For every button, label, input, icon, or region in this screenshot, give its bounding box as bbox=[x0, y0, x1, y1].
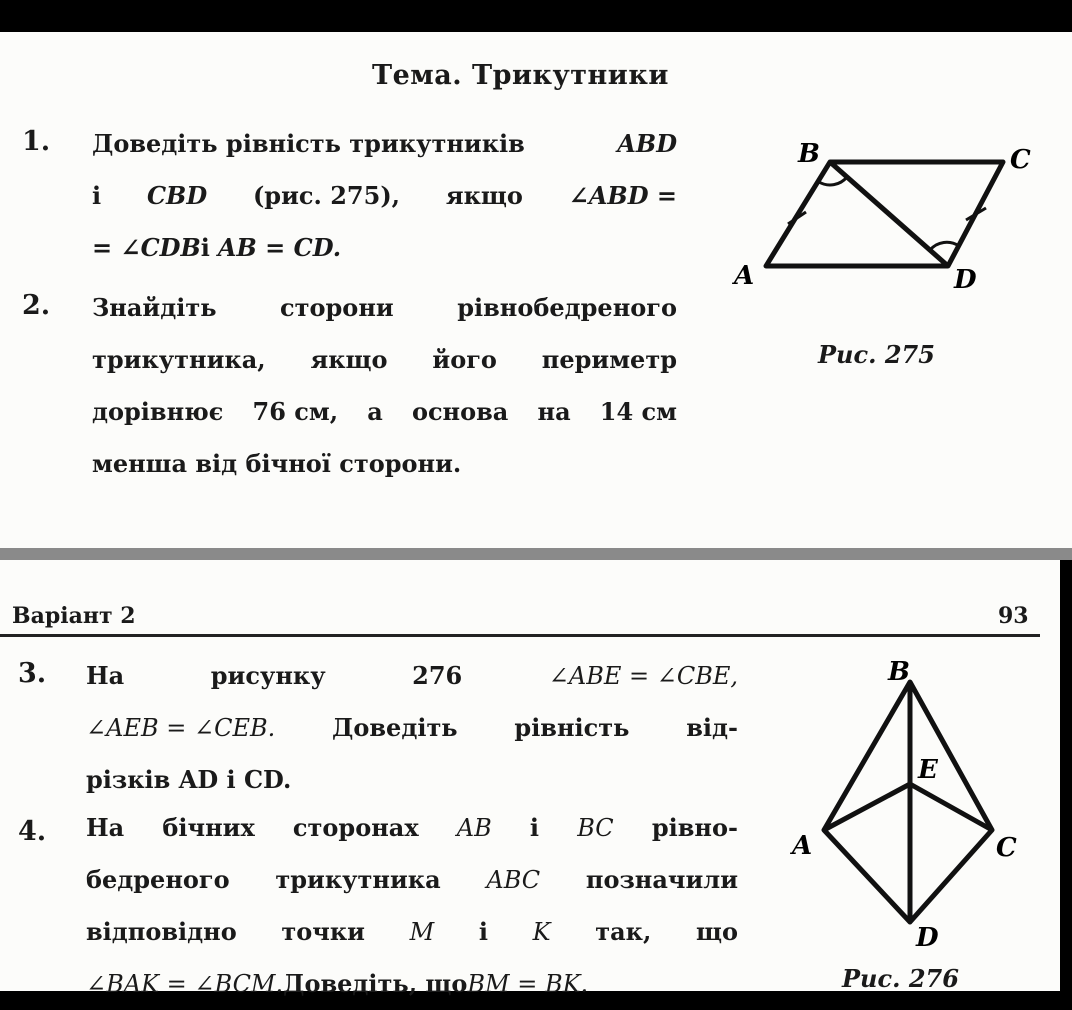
task3-l1-w3: ∠ABE = ∠CBE, bbox=[548, 662, 738, 690]
task4-l2-w1: трикутника bbox=[275, 865, 441, 894]
task1-l1-w0: Доведіть рівність трикутників bbox=[92, 129, 525, 158]
angle-abd-arc bbox=[819, 177, 847, 185]
label-e-276: E bbox=[918, 755, 938, 785]
task3-l1-w2: 276 bbox=[412, 661, 463, 690]
task4-line4 bbox=[86, 958, 738, 1010]
task2-text bbox=[92, 282, 677, 490]
task3-l2-w2: рівність bbox=[514, 713, 630, 742]
label-a-276: A bbox=[792, 831, 813, 861]
task3-line2 bbox=[86, 702, 738, 754]
variant-label: Варіант 2 bbox=[12, 603, 136, 629]
task4-l4-w0: ∠BAK = ∠BCM. bbox=[86, 970, 284, 998]
task4-l3-w1: точки bbox=[281, 917, 365, 946]
task4-l1-w1: бічних bbox=[162, 813, 255, 842]
task1-line1 bbox=[92, 118, 677, 170]
task4-l3-w4: K bbox=[532, 918, 551, 946]
figure-275 bbox=[720, 130, 1040, 300]
task4-line2 bbox=[86, 854, 738, 906]
task1-l2-w4: ∠ABD = bbox=[568, 181, 677, 210]
task2-l1-w2: рівнобедреного bbox=[457, 293, 677, 322]
task3-l2-w1: Доведіть bbox=[332, 713, 458, 742]
page-number: 93 bbox=[998, 603, 1029, 629]
task2-l2-w0: трикутника, bbox=[92, 345, 266, 374]
task3-l2-w3: від- bbox=[686, 713, 738, 742]
label-d-276: D bbox=[916, 923, 939, 953]
task4-l4-w1: Доведіть, що bbox=[283, 969, 468, 998]
task3-l3: різків AD і CD. bbox=[86, 765, 292, 794]
task3-line3 bbox=[86, 754, 738, 806]
task2-line4 bbox=[92, 438, 677, 490]
task2-l3-w0: дорівнює bbox=[92, 397, 224, 426]
task4-line1 bbox=[86, 802, 738, 854]
task2-l1-w1: сторони bbox=[280, 293, 394, 322]
task2-l3-w5: 14 см bbox=[599, 397, 677, 426]
label-a-275: A bbox=[734, 261, 755, 291]
task2-l3-w4: на bbox=[537, 397, 571, 426]
task1-l2-w0: і bbox=[92, 181, 102, 210]
header-rule bbox=[0, 634, 1040, 637]
label-b-275: B bbox=[798, 139, 820, 169]
task4-l2-w2: ABC bbox=[486, 866, 541, 894]
page-divider bbox=[0, 548, 1072, 560]
task1-l2-w1: CBD bbox=[146, 181, 208, 210]
task2-l4: менша від бічної сторони. bbox=[92, 449, 462, 478]
task4-l4-w2: BM = BK. bbox=[467, 970, 589, 998]
task3-number: 3. bbox=[18, 658, 47, 689]
task3-l1-w0: На bbox=[86, 661, 125, 690]
task4-l3-w3: і bbox=[478, 917, 488, 946]
task2-line1 bbox=[92, 282, 677, 334]
task1-l3-w2: AB = CD. bbox=[217, 233, 342, 262]
label-c-276: C bbox=[996, 833, 1017, 863]
task4-l1-w3: AB bbox=[456, 814, 492, 842]
figure-276 bbox=[780, 660, 1040, 960]
task4-l3-w0: відповідно bbox=[86, 917, 237, 946]
task1-l2-w2: (рис. 275), bbox=[252, 181, 401, 210]
task2-l3-w1: 76 см, bbox=[252, 397, 339, 426]
task1-l3-w0: = ∠CDB bbox=[92, 233, 201, 262]
task2-line2 bbox=[92, 334, 677, 386]
task1-number: 1. bbox=[22, 126, 51, 157]
task2-l3-w2: а bbox=[367, 397, 383, 426]
task3-line1 bbox=[86, 650, 738, 702]
task1-l2-w3: якщо bbox=[445, 181, 523, 210]
task4-l2-w3: позначили bbox=[585, 865, 738, 894]
task4-line3 bbox=[86, 906, 738, 958]
caption-275: Рис. 275 bbox=[818, 340, 935, 369]
task2-line3 bbox=[92, 386, 677, 438]
task2-l2-w3: периметр bbox=[541, 345, 677, 374]
caption-276: Рис. 276 bbox=[842, 964, 959, 993]
topic-title: Тема. Трикутники bbox=[372, 60, 669, 91]
task2-l2-w1: якщо bbox=[310, 345, 388, 374]
label-d-275: D bbox=[954, 265, 977, 295]
task4-l1-w0: На bbox=[86, 813, 125, 842]
task1-line3 bbox=[92, 222, 677, 274]
task1-text bbox=[92, 118, 677, 274]
task4-l2-w0: бедреного bbox=[86, 865, 230, 894]
task4-l1-w6: рівно- bbox=[651, 813, 738, 842]
task2-l1-w0: Знайдіть bbox=[92, 293, 217, 322]
task4-l3-w2: M bbox=[409, 918, 435, 946]
label-c-275: C bbox=[1010, 145, 1031, 175]
task4-l3-w6: що bbox=[696, 917, 738, 946]
task4-text bbox=[86, 802, 738, 1010]
task1-l1-w1: ABD bbox=[617, 129, 677, 158]
label-b-276: B bbox=[888, 660, 910, 687]
task1-l3-w1: і bbox=[200, 233, 210, 262]
task3-text bbox=[86, 650, 738, 806]
task3-l1-w1: рисунку bbox=[210, 661, 326, 690]
task3-l2-w0: ∠AEB = ∠CEB. bbox=[86, 714, 276, 742]
task4-number: 4. bbox=[18, 816, 47, 847]
task2-l2-w2: його bbox=[432, 345, 497, 374]
task2-number: 2. bbox=[22, 290, 51, 321]
task2-l3-w3: основа bbox=[411, 397, 509, 426]
task4-l3-w5: так, bbox=[595, 917, 652, 946]
task4-l1-w5: BC bbox=[577, 814, 614, 842]
task1-line2 bbox=[92, 170, 677, 222]
task4-l1-w4: і bbox=[529, 813, 540, 842]
task4-l1-w2: сторонах bbox=[292, 813, 419, 842]
